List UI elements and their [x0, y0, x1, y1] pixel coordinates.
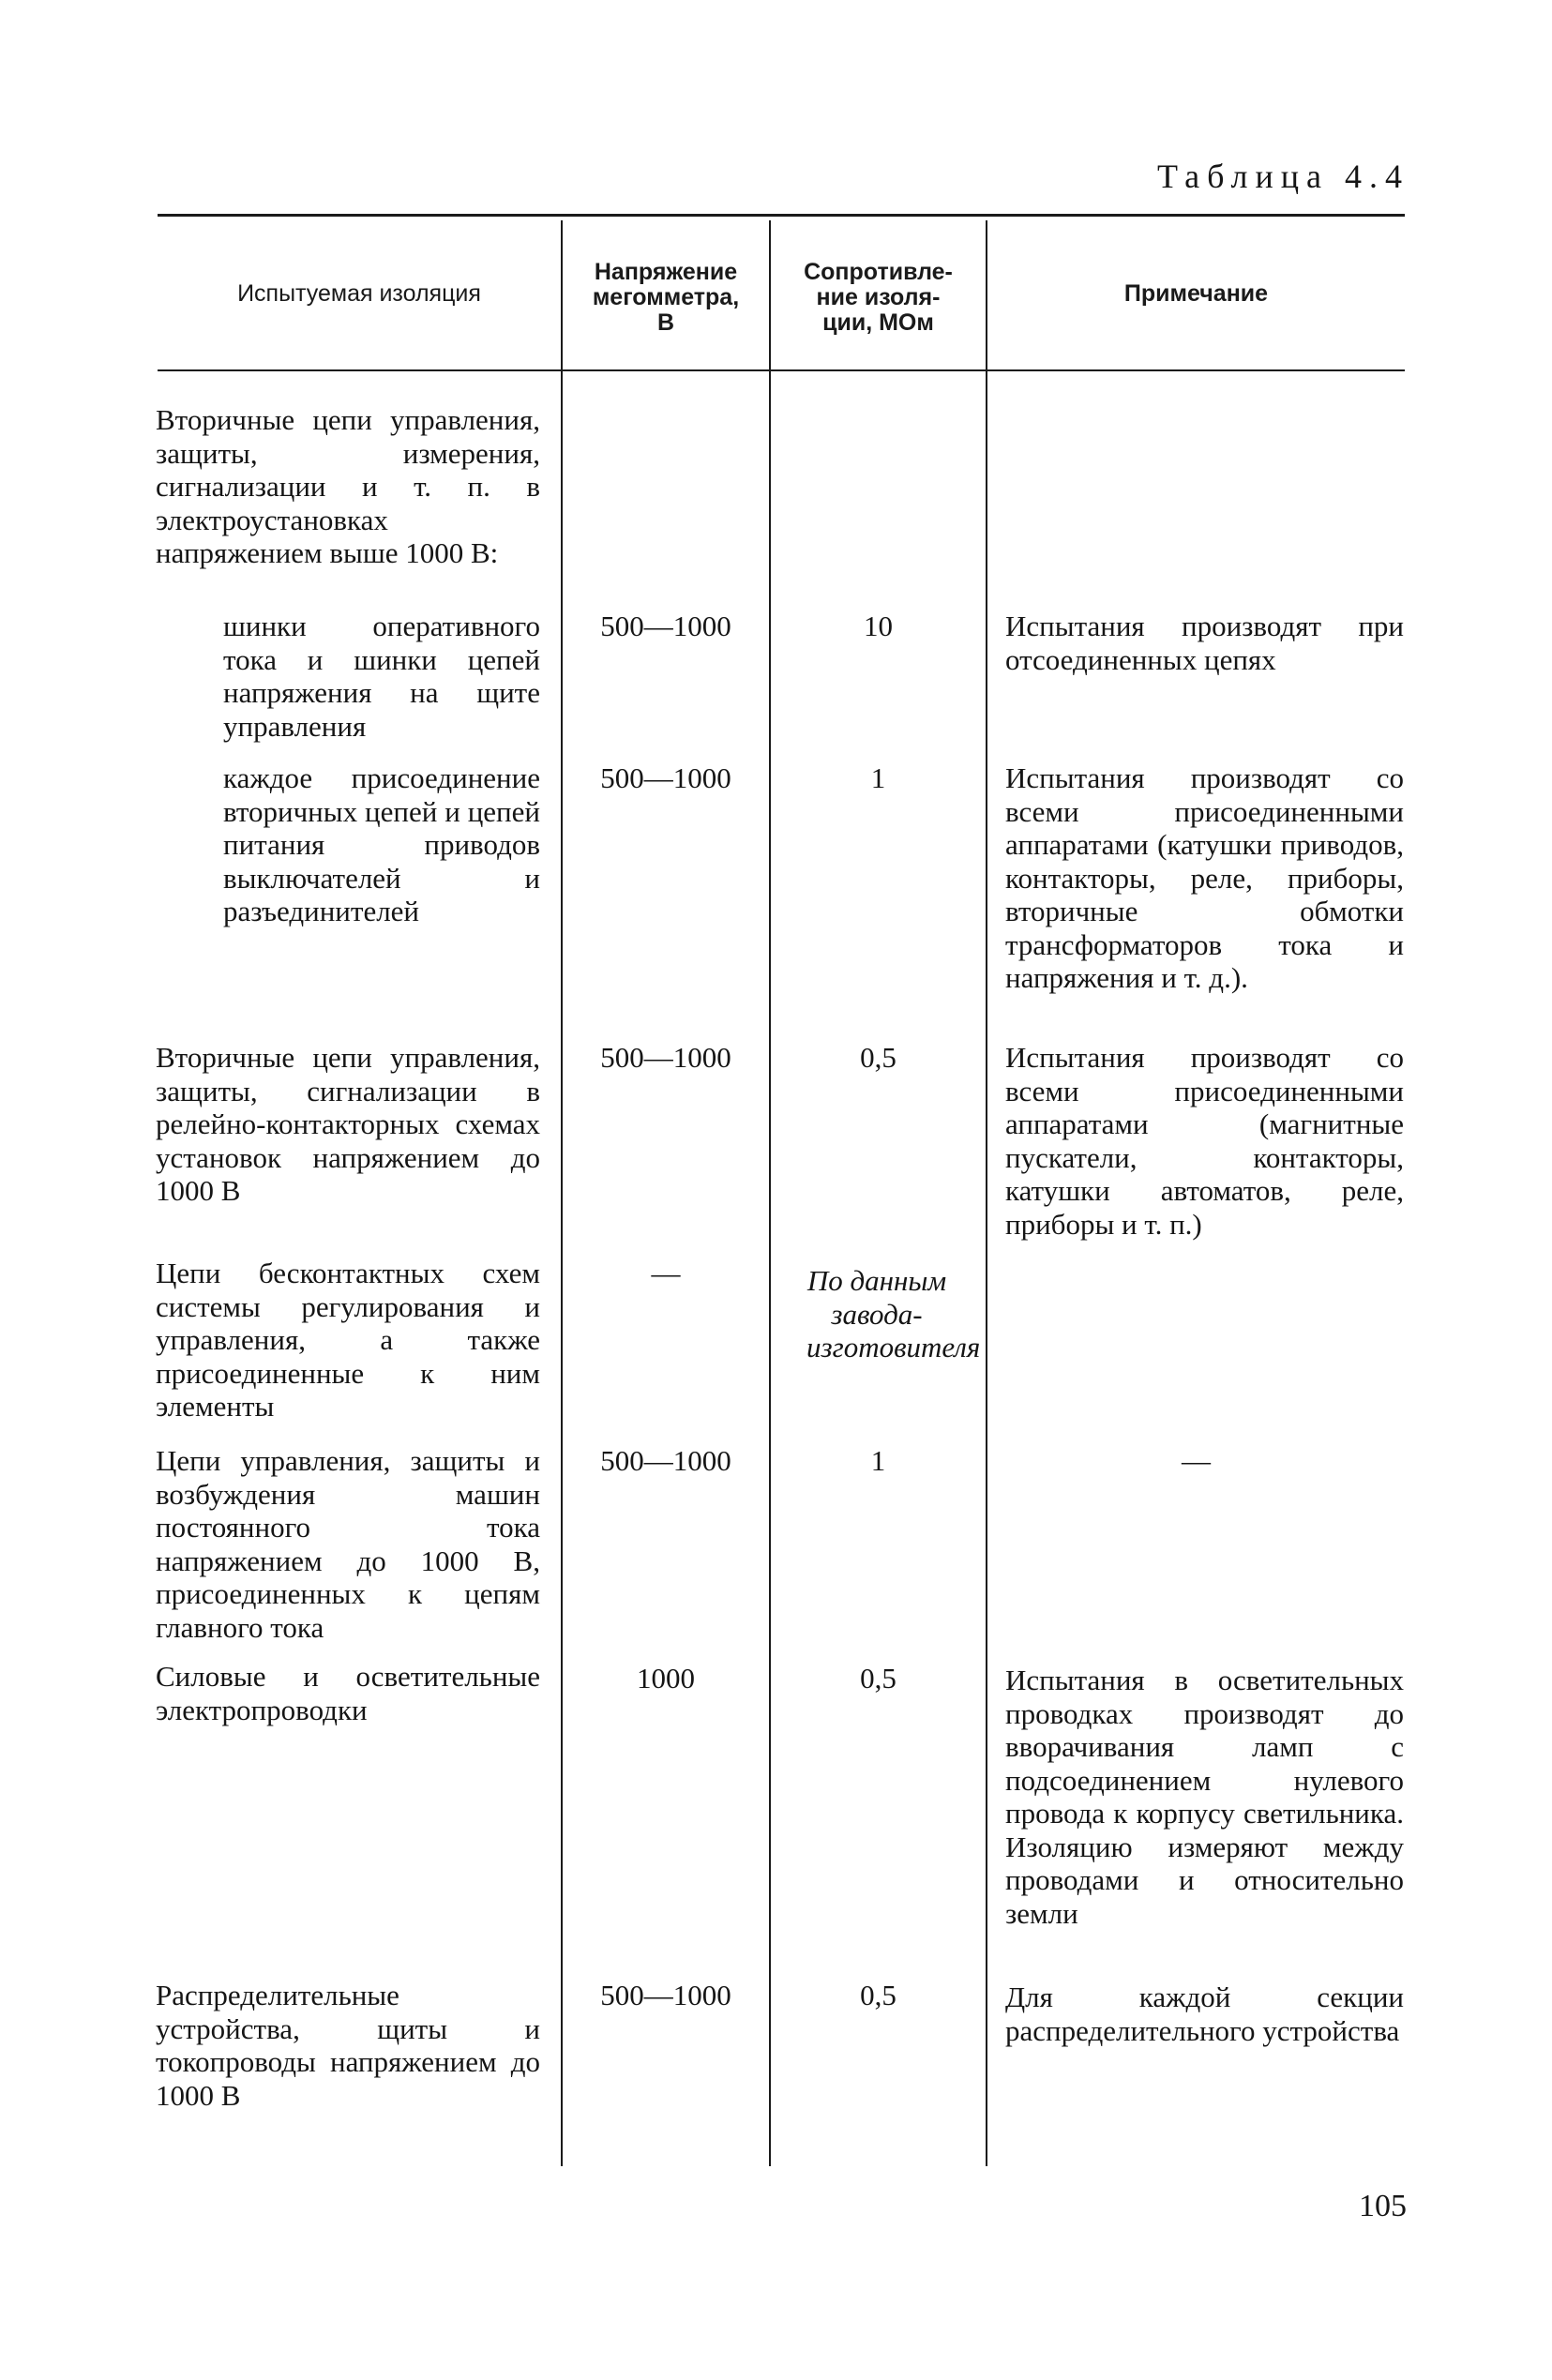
row-3-note: Испытания производят со всеми присоединенными аппаратами (магнитные пускатели, контакторы, катушки автоматов, реле, приборы и т. п.): [1005, 1041, 1404, 1241]
row-7-resistance: 0,5: [860, 1979, 897, 2011]
row-2-insulation: каждое присоединение вторичных цепей и цепей питания приводов выключателей и разъединителей: [223, 761, 540, 927]
row-3-voltage: 500—1000: [600, 1041, 731, 1074]
column-divider: [986, 220, 987, 2166]
row-4-resistance: По данным завода-изготовителя: [806, 1264, 981, 1363]
table-caption: Таблица 4.4: [1157, 158, 1409, 195]
row-6-note: Испытания в осветительных проводках производят до вворачивания ламп с подсоединением нулевого провода к корпусу светильника. Изоляцию измеряют между проводами и относительно земли: [1005, 1664, 1404, 1930]
row-7-insulation: Распределительные устройства, щиты и токопроводы напряжением до 1000 В: [156, 1979, 540, 2112]
row-1-resistance: 10: [864, 610, 893, 642]
row-4-voltage: —: [651, 1257, 681, 1289]
header-bottom-rule: [158, 369, 1405, 371]
row-2-note: Испытания производят со всеми присоединенными аппаратами (катушки приводов, контакторы, реле, приборы, вторичные обмотки трансформаторов тока и напряжения и т. д.).: [1005, 761, 1404, 994]
row-7-voltage: 500—1000: [600, 1979, 731, 2011]
row-5-note: —: [1182, 1444, 1211, 1477]
column-divider: [561, 220, 563, 2166]
header-note: Примечание: [1123, 279, 1269, 307]
header-insulation-resistance: Сопротивле- ние изоля- ции, МОм: [804, 258, 953, 336]
row-1-voltage: 500—1000: [600, 610, 731, 642]
row-5-insulation: Цепи управления, защиты и возбуждения машин постоянного тока напряжением до 1000 В, присоединенных к цепям главного тока: [156, 1444, 540, 1644]
header-tested-insulation: Испытуемая изоляция: [237, 279, 481, 307]
page-number: 105: [1359, 2189, 1407, 2223]
row-7-note: Для каждой секции распределительного устройства: [1005, 1981, 1404, 2047]
row-2-voltage: 500—1000: [600, 761, 731, 794]
row-3-insulation: Вторичные цепи управления, защиты, сигнализации в релейно-контакторных схемах установок напряжением до 1000 В: [156, 1041, 540, 1207]
row-5-voltage: 500—1000: [600, 1444, 731, 1477]
row-0-insulation: Вторичные цепи управления, защиты, измерения, сигнализации и т. п. в электроустановках напряжением выше 1000 В:: [156, 403, 540, 569]
row-4-insulation: Цепи бесконтактных схем системы регулирования и управления, а также присоединенные к ним элементы: [156, 1257, 540, 1423]
row-3-resistance: 0,5: [860, 1041, 897, 1074]
table-top-rule: [158, 214, 1405, 217]
row-6-resistance: 0,5: [860, 1662, 897, 1695]
row-2-resistance: 1: [870, 761, 886, 794]
header-megohmmeter-voltage: Напряжение мегомметра, В: [592, 258, 740, 336]
row-1-insulation: шинки оперативного тока и шинки цепей напряжения на щите управления: [223, 610, 540, 743]
row-5-resistance: 1: [870, 1444, 886, 1477]
row-6-insulation: Силовые и осветительные электропроводки: [156, 1660, 540, 1726]
row-1-note: Испытания производят при отсоединенных цепях: [1005, 610, 1404, 676]
column-divider: [769, 220, 771, 2166]
row-6-voltage: 1000: [637, 1662, 695, 1695]
